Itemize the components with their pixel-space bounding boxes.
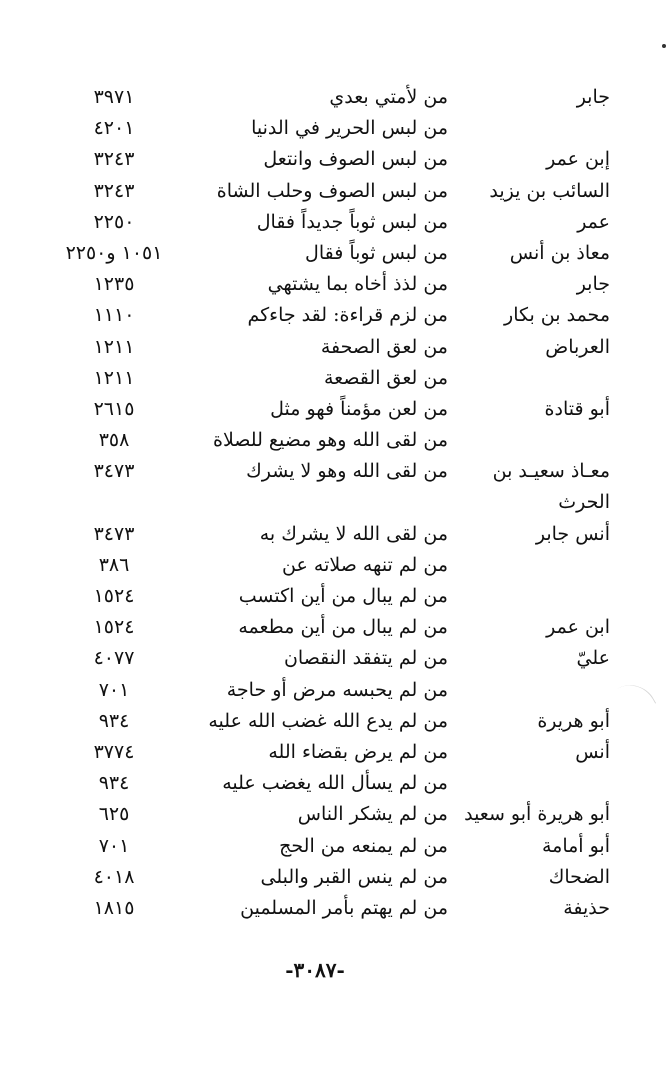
hadith-opening: من لم ينس القبر والبلى [260,865,448,888]
narrator-name: إبن عمر [546,148,610,171]
index-row [40,831,610,862]
hadith-number: ١٠٥١ و٢٢٥٠ [65,241,163,264]
hadith-number: ٢٢٥٠ [93,210,135,233]
index-row [40,893,610,924]
hadith-number: ٣٤٧٣ [93,522,135,545]
index-row [40,768,610,799]
hadith-opening: من لبس الصوف وحلب الشاة [216,179,448,202]
index-row [40,425,610,456]
hadith-number: ٣٢٤٣ [93,179,135,202]
narrator-name: ابن عمر [546,616,610,639]
narrator-name: أنس جابر [535,522,610,545]
index-row [40,612,610,643]
hadith-opening: من لم يدع الله غضب الله عليه [208,709,448,732]
narrator-name: معـاذ سعيـد بن [492,460,610,483]
narrator-name: جابر [576,86,610,108]
narrator-name: الضحاك [548,865,610,888]
index-row [40,519,610,550]
index-row [40,300,610,331]
index-row [40,144,610,175]
hadith-number: ١٢١١ [93,366,135,389]
index-row [40,675,610,706]
hadith-number: ٢٦١٥ [93,397,135,420]
hadith-opening: من لذذ أخاه بما يشتهي [267,273,448,296]
hadith-number: ١٥٢٤ [93,585,135,607]
index-row [40,269,610,300]
index-row [40,238,610,269]
narrator-name: أنس [575,740,610,763]
hadith-number: ١٢١١ [93,335,135,358]
hadith-opening: من لبس ثوباً فقال [305,241,448,264]
hadith-opening: من لم يمنعه من الحج [279,834,448,857]
hadith-opening: من لقى الله وهو مضيع للصلاة [213,429,448,452]
index-row [40,82,610,113]
narrator-name: معاذ بن أنس [509,241,610,264]
hadith-number: ٣٧٧٤ [93,740,135,763]
hadith-number: ٧٠١ [98,678,130,701]
hadith-opening: من لم يهتم بأمر المسلمين [240,896,448,919]
hadith-number: ٩٣٤ [98,709,130,732]
hadith-number: ٣٨٦ [98,553,130,576]
index-row [40,862,610,893]
hadith-index-list [40,82,610,924]
hadith-opening: من لم يبال من أين مطعمه [238,616,448,639]
hadith-opening: من لعن مؤمناً فهو مثل [270,397,448,420]
scan-artifact [617,675,656,716]
hadith-opening: من لم يحبسه مرض أو حاجة [226,678,448,701]
hadith-number: ٤٢٠١ [93,117,135,140]
hadith-opening: من لقى الله لا يشرك به [259,522,448,545]
hadith-opening: من لعق الصحفة [320,335,448,358]
hadith-number: ٣٢٤٣ [93,148,135,171]
hadith-number: ٩٣٤ [98,772,130,795]
index-row [40,332,610,363]
index-row [40,176,610,207]
margin-mark [662,44,666,48]
index-row-continuation [40,487,610,518]
hadith-opening: من لزم قراءة: لقد جاءكم [247,304,448,327]
hadith-opening: من لعق القصعة [323,366,448,389]
index-row [40,207,610,238]
narrator-name: حذيفة [563,896,610,919]
hadith-opening: من لم يرض بقضاء الله [268,740,448,763]
hadith-number: ٣٤٧٣ [93,460,135,483]
hadith-number: ٣٩٧١ [93,86,135,108]
narrator-name: عمر [577,210,610,233]
index-row [40,737,610,768]
hadith-opening: من لم يسأل الله يغضب عليه [222,772,448,795]
hadith-opening: من لم يشكر الناس [297,803,448,826]
index-row [40,113,610,144]
narrator-name: أبو أمامة [541,834,610,857]
hadith-opening: من لم يبال من أين اكتسب [238,585,448,607]
hadith-opening: من لبس ثوباً جديداً فقال [256,210,448,233]
hadith-number: ١٥٢٤ [93,616,135,639]
index-row [40,550,610,581]
hadith-number: ١٢٣٥ [93,273,135,296]
index-row [40,643,610,674]
hadith-number: ٣٥٨ [98,429,130,452]
index-row [40,581,610,612]
narrator-name: أبو قتادة [544,397,610,420]
hadith-number: ٧٠١ [98,834,130,857]
hadith-opening: من لم يتفقد النقصان [283,647,448,670]
narrator-name: أبو هريرة [537,709,610,732]
narrator-name: العرباض [545,335,610,358]
hadith-opening: من لبس الصوف وانتعل [263,148,448,171]
index-row [40,394,610,425]
index-row [40,799,610,830]
narrator-name: السائب بن يزيد [489,179,610,202]
page-number: -٣٠٨٧- [285,958,345,982]
narrator-name: محمد بن بكار [504,304,610,327]
index-row [40,456,610,487]
hadith-number: ١١١٠ [93,304,135,327]
hadith-number: ٤٠١٨ [93,865,135,888]
hadith-number: ١٨١٥ [93,896,135,919]
narrator-name: عليّ [576,647,610,670]
hadith-opening: من لقى الله وهو لا يشرك [246,460,448,483]
hadith-opening: من لم تنهه صلاته عن [282,553,448,576]
hadith-opening: من لبس الحرير في الدنيا [251,117,448,140]
hadith-number: ٦٢٥ [98,803,130,826]
hadith-number: ٤٠٧٧ [93,647,135,670]
narrator-name: أبو هريرة أبو سعيد [464,803,610,826]
hadith-opening: من لأمتي بعدي [329,86,448,108]
narrator-name: جابر [576,273,610,296]
index-row [40,363,610,394]
narrator-name-continuation: الحرث [558,491,610,514]
index-row [40,706,610,737]
